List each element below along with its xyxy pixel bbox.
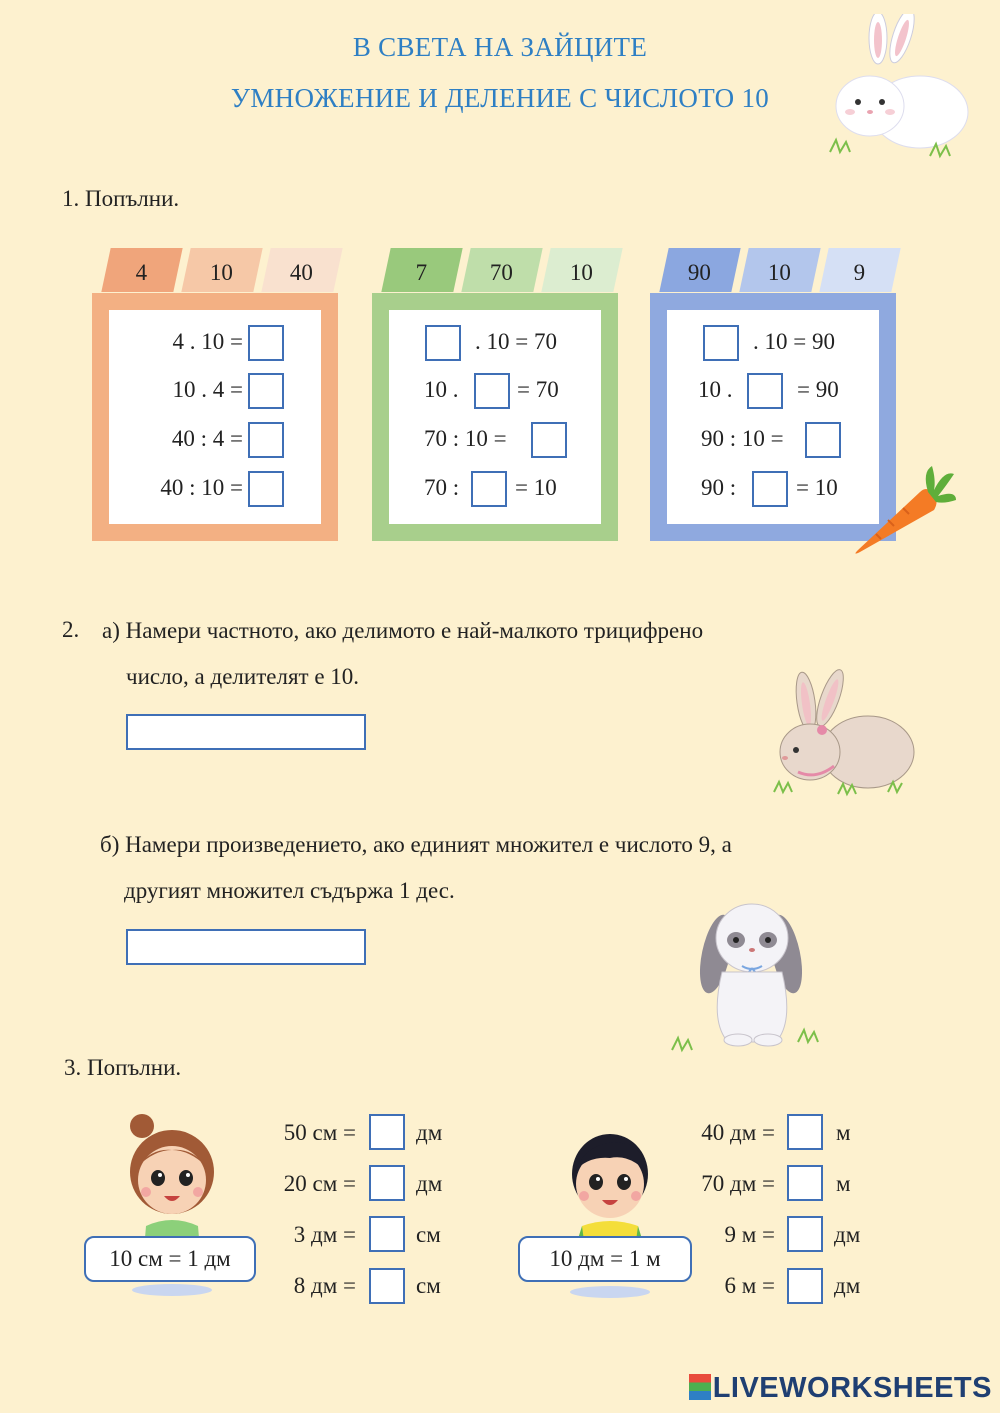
conversion-lhs: 50 см = (283, 1120, 356, 1145)
answer-input[interactable] (369, 1165, 405, 1201)
tab-9: 9 (819, 248, 900, 292)
task2b-text-line2: другият множител съдържа 1 дес. (124, 878, 455, 903)
conversion-unit: дм (834, 1273, 861, 1298)
conversion-unit: м (836, 1120, 851, 1145)
tab-70: 70 (461, 248, 542, 292)
tab-10: 10 (541, 248, 622, 292)
task1-label: 1. Попълни. (62, 186, 180, 211)
carrot-icon (848, 462, 958, 557)
equation-text: = 70 (517, 377, 559, 402)
tab-7: 7 (381, 248, 462, 292)
page-subtitle: УМНОЖЕНИЕ И ДЕЛЕНИЕ С ЧИСЛОТО 10 (230, 83, 770, 113)
equation-text: . 10 = 90 (753, 329, 835, 354)
equation-text: = 10 (515, 475, 557, 500)
task2a-answer-input[interactable] (126, 714, 366, 750)
left-hint-card: 10 см = 1 дм (84, 1236, 256, 1282)
answer-input[interactable] (805, 422, 841, 458)
answer-input[interactable] (248, 422, 284, 458)
conversion-unit: см (416, 1273, 441, 1298)
rabbit-icon (768, 666, 918, 800)
answer-input[interactable] (248, 325, 284, 361)
equation-text: 10 . (424, 377, 459, 402)
task2b-text-line1: б) Намери произведението, ако единият множител е числото 9, а (100, 832, 732, 857)
tab-4: 4 (101, 248, 182, 292)
right-hint-card: 10 дм = 1 м (518, 1236, 692, 1282)
answer-input[interactable] (369, 1114, 405, 1150)
equation-text: 90 : (701, 475, 737, 500)
answer-input[interactable] (248, 471, 284, 507)
tab-10: 10 (181, 248, 262, 292)
conversion-unit: м (836, 1171, 851, 1196)
answer-input[interactable] (787, 1165, 823, 1201)
equation-text: 70 : 10 = (424, 426, 507, 451)
tab-90: 90 (659, 248, 740, 292)
answer-input[interactable] (787, 1268, 823, 1304)
equation-text: 10 . 4 = (172, 377, 243, 402)
equation-text: = 10 (796, 475, 838, 500)
answer-input[interactable] (425, 325, 461, 361)
tab-40: 40 (261, 248, 342, 292)
task2a-text-line1: а) Намери частното, ако делимото е най-малкото трицифрено (102, 618, 704, 643)
equation-text: 70 : (424, 475, 460, 500)
equation-panel-green (372, 293, 618, 541)
conversion-lhs: 8 дм = (293, 1273, 356, 1298)
answer-input[interactable] (369, 1268, 405, 1304)
rabbit-icon (668, 892, 836, 1056)
conversion-lhs: 6 м = (724, 1273, 775, 1298)
liveworksheets-logo: LIVEWORKSHEETS (689, 1372, 992, 1405)
conversion-lhs: 20 см = (283, 1171, 356, 1196)
conversion-unit: см (416, 1222, 441, 1247)
conversion-unit: дм (834, 1222, 861, 1247)
conversion-unit: дм (416, 1120, 443, 1145)
answer-input[interactable] (752, 471, 788, 507)
conversion-lhs: 9 м = (724, 1222, 775, 1247)
equation-text: 40 : 10 = (160, 475, 243, 500)
conversion-lhs: 3 дм = (293, 1222, 356, 1247)
conversion-lhs: 70 дм = (701, 1171, 775, 1196)
task2-number: 2. (62, 617, 80, 642)
task2a-text-line2: число, а делителят е 10. (126, 664, 360, 689)
task3-label: 3. Попълни. (64, 1055, 182, 1080)
answer-input[interactable] (703, 325, 739, 361)
equation-text: 90 : 10 = (701, 426, 784, 451)
answer-input[interactable] (369, 1216, 405, 1252)
equation-text: = 90 (797, 377, 839, 402)
equation-panel-orange (92, 293, 338, 541)
answer-input[interactable] (248, 373, 284, 409)
equation-text: 10 . (698, 377, 733, 402)
answer-input[interactable] (471, 471, 507, 507)
answer-input[interactable] (474, 373, 510, 409)
answer-input[interactable] (531, 422, 567, 458)
conversion-unit: дм (416, 1171, 443, 1196)
equation-text: . 10 = 70 (475, 329, 557, 354)
equation-text: 40 : 4 = (171, 426, 243, 451)
rabbit-icon (820, 14, 970, 164)
task2b-answer-input[interactable] (126, 929, 366, 965)
tab-10: 10 (739, 248, 820, 292)
answer-input[interactable] (747, 373, 783, 409)
page-title: В СВЕТА НА ЗАЙЦИТЕ (352, 32, 648, 62)
equation-text: 4 . 10 = (172, 329, 243, 354)
conversion-lhs: 40 дм = (701, 1120, 775, 1145)
answer-input[interactable] (787, 1216, 823, 1252)
answer-input[interactable] (787, 1114, 823, 1150)
